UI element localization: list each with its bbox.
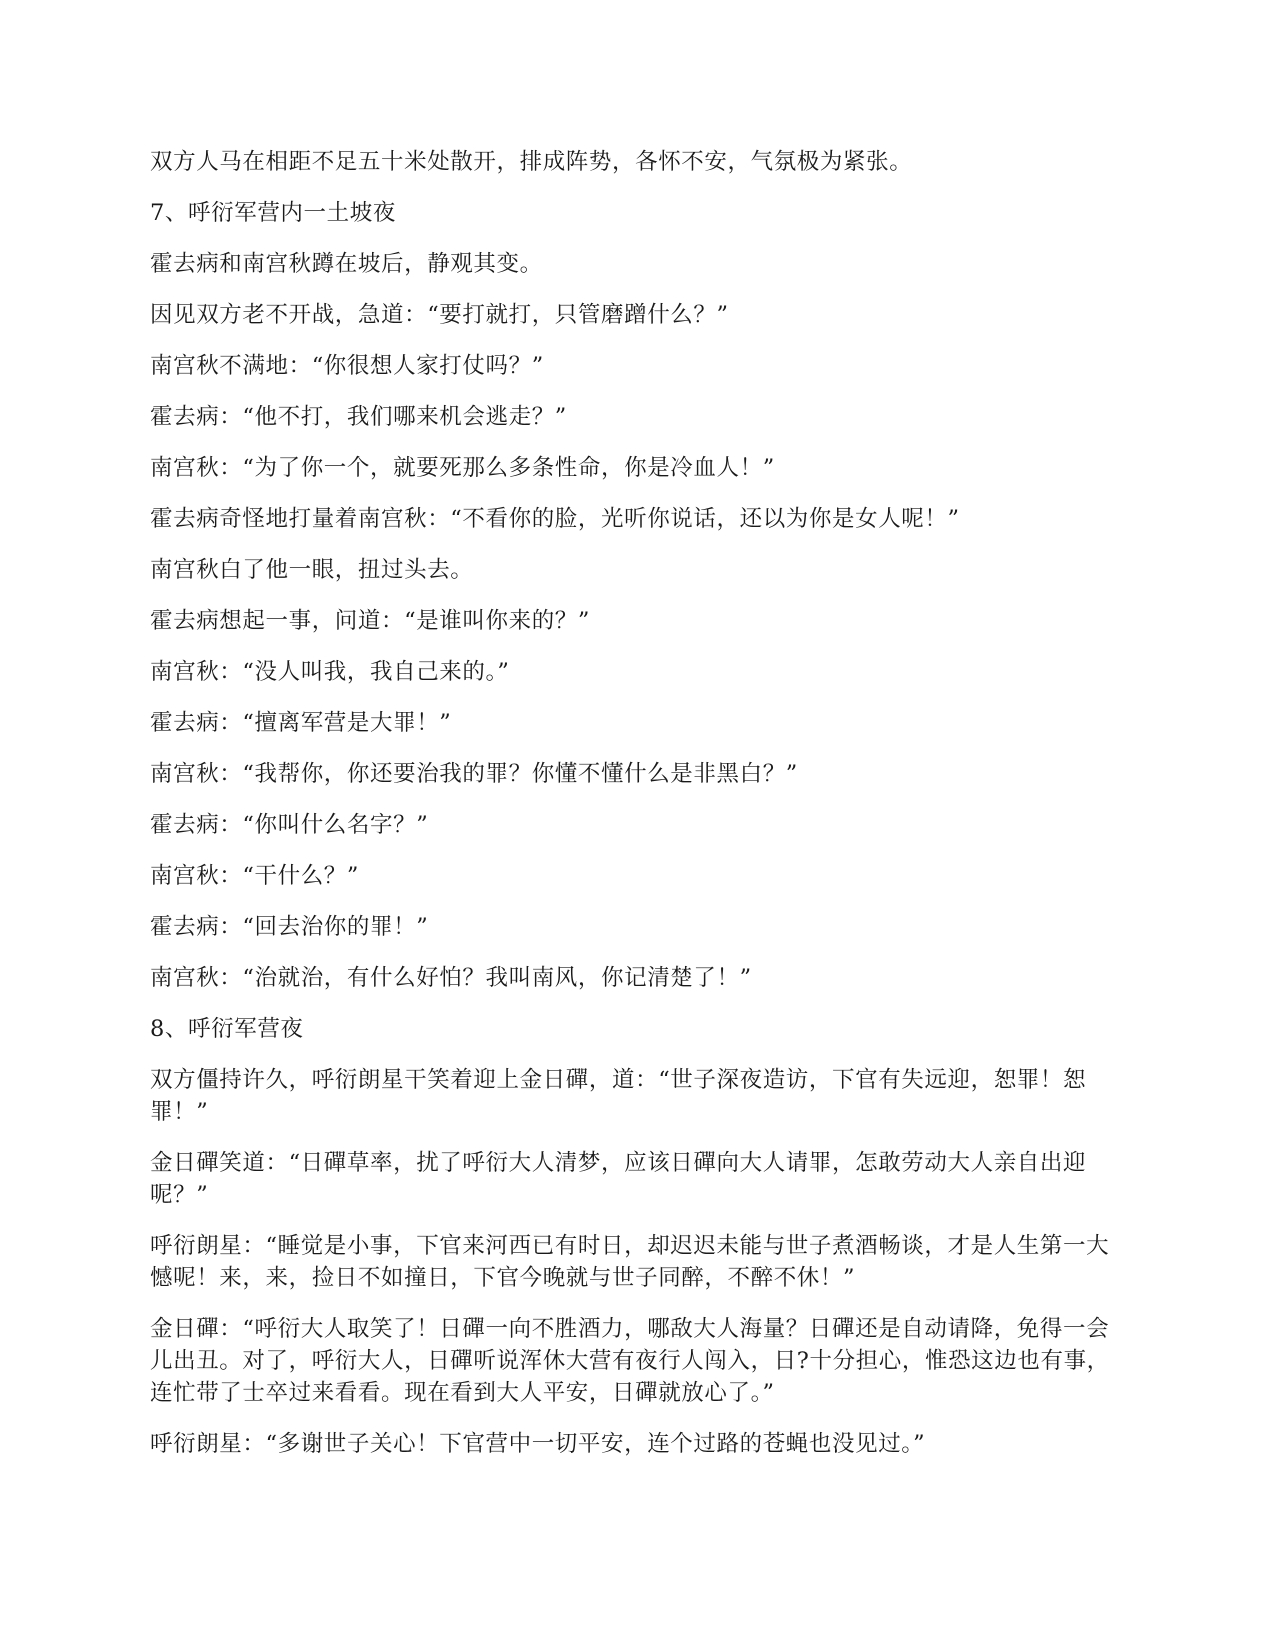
dialogue-line: 霍去病奇怪地打量着南宫秋：“不看你的脸，光听你说话，还以为你是女人呢！” (150, 506, 960, 532)
scene-heading: 7、呼衍军营内一土坡夜 (150, 200, 396, 226)
dialogue-line: 金日磾：“呼衍大人取笑了！日磾一向不胜酒力，哪敌大人海量？日磾还是自动请降，免得一会儿出丑。对了，呼衍大人，日磾听说浑休大营有夜行人闯入，日?十分担心，惟恐这边也有事，连忙带了士卒过来看看。现在看到大人平安，日磾就放心了。” (150, 1316, 1110, 1406)
dialogue-line: 南宫秋：“治就治，有什么好怕？我叫南风，你记清楚了！” (150, 965, 752, 991)
dialogue-line: 南宫秋：“为了你一个，就要死那么多条性命，你是冷血人！” (150, 455, 775, 481)
dialogue-line: 南宫秋：“干什么？” (150, 863, 360, 889)
narration-paragraph: 霍去病和南宫秋蹲在坡后，静观其变。 (150, 251, 543, 277)
dialogue-line: 霍去病：“回去治你的罪！” (150, 914, 429, 940)
dialogue-line: 双方僵持许久，呼衍朗星干笑着迎上金日磾，道：“世子深夜造访，下官有失远迎，恕罪！恕罪！” (150, 1067, 1087, 1125)
dialogue-line: 因见双方老不开战，急道：“要打就打，只管磨蹭什么？” (150, 302, 729, 328)
dialogue-line: 呼衍朗星：“睡觉是小事，下官来河西已有时日，却迟迟未能与世子煮酒畅谈，才是人生第一大憾呢！来，来，捡日不如撞日，下官今晚就与世子同醉，不醉不休！” (150, 1233, 1110, 1291)
dialogue-line: 霍去病：“他不打，我们哪来机会逃走？” (150, 404, 567, 430)
dialogue-line: 霍去病想起一事，问道：“是谁叫你来的？” (150, 608, 591, 634)
document-page (150, 146, 1110, 1479)
dialogue-line: 霍去病：“你叫什么名字？” (150, 812, 429, 838)
scene-heading: 8、呼衍军营夜 (150, 1016, 304, 1042)
narration-paragraph: 双方人马在相距不足五十米处散开，排成阵势，各怀不安，气氛极为紧张。 (150, 149, 913, 175)
dialogue-line: 南宫秋：“我帮你，你还要治我的罪？你懂不懂什么是非黑白？” (150, 761, 798, 787)
dialogue-line: 呼衍朗星：“多谢世子关心！下官营中一切平安，连个过路的苍蝇也没见过。” (150, 1431, 926, 1457)
dialogue-line: 金日磾笑道：“日磾草率，扰了呼衍大人清梦，应该日磾向大人请罪，怎敢劳动大人亲自出迎呢？” (150, 1150, 1087, 1208)
narration-paragraph: 南宫秋白了他一眼，扭过头去。 (150, 557, 474, 583)
dialogue-line: 南宫秋不满地：“你很想人家打仗吗？” (150, 353, 544, 379)
dialogue-line: 霍去病：“擅离军营是大罪！” (150, 710, 452, 736)
dialogue-line: 南宫秋：“没人叫我，我自己来的。” (150, 659, 510, 685)
